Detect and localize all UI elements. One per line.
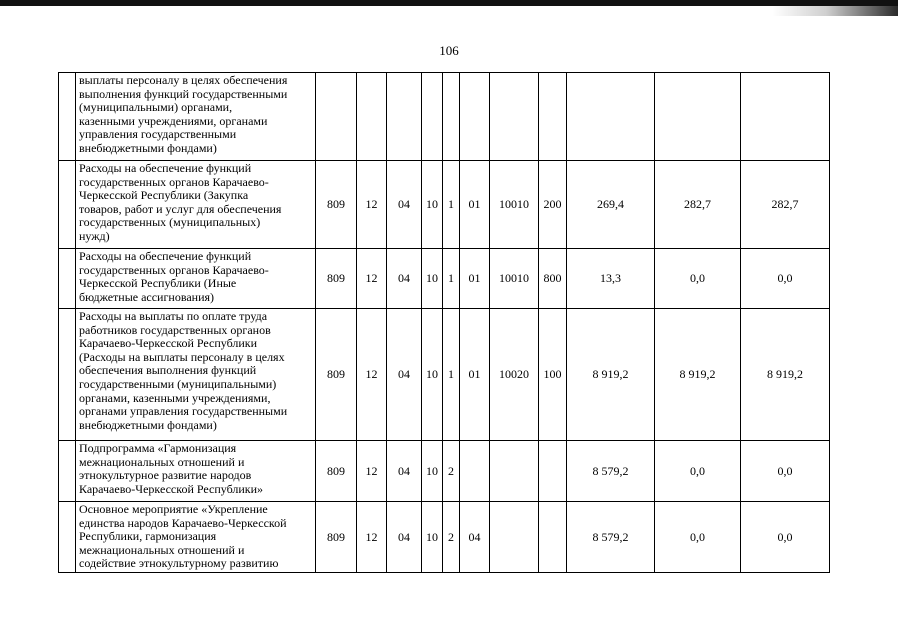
cell-amount-3: 0,0	[741, 249, 830, 309]
cell-activity: 04	[460, 502, 490, 573]
cell-subprogram: 1	[443, 249, 460, 309]
row-description: Расходы на обеспечение функций государственных органов Карачаево- Черкесской Республики (Иные бюджетные ассигнования)	[76, 249, 316, 309]
cell-expense-type	[539, 441, 567, 502]
cell-section: 12	[357, 249, 387, 309]
cell-amount-1: 8 579,2	[567, 441, 655, 502]
cell-amount-1	[567, 73, 655, 161]
cell-amount-2: 0,0	[655, 441, 741, 502]
cell-ministry: 809	[316, 249, 357, 309]
cell-amount-2	[655, 73, 741, 161]
cell-activity	[460, 441, 490, 502]
cell-subprogram	[443, 73, 460, 161]
cell-amount-1: 8 919,2	[567, 309, 655, 441]
row-description: Расходы на выплаты по оплате труда работников государственных органов Карачаево-Черкесской Республики (Расходы на выплаты персоналу в целях обеспечения выполнения функций государственными (муниципальными) органами, казенными учреждениями, органами управления государственными внебюджетными фондами)	[76, 309, 316, 441]
cell-subsection: 04	[387, 441, 422, 502]
cell-direction: 10020	[490, 309, 539, 441]
cell-program: 10	[422, 441, 443, 502]
cell-program: 10	[422, 309, 443, 441]
cell-ministry: 809	[316, 441, 357, 502]
cell-ministry: 809	[316, 309, 357, 441]
cell-subsection: 04	[387, 309, 422, 441]
cell-subprogram: 2	[443, 441, 460, 502]
cell-subprogram: 2	[443, 502, 460, 573]
cell-expense-type: 100	[539, 309, 567, 441]
cell-ministry: 809	[316, 502, 357, 573]
cell-program: 10	[422, 502, 443, 573]
cell-amount-2: 8 919,2	[655, 309, 741, 441]
budget-table	[58, 72, 830, 573]
table-row	[59, 249, 830, 309]
cell-section: 12	[357, 309, 387, 441]
table-row	[59, 441, 830, 502]
cell-section	[357, 73, 387, 161]
cell-amount-3: 8 919,2	[741, 309, 830, 441]
cell-amount-1: 13,3	[567, 249, 655, 309]
cell-section: 12	[357, 161, 387, 249]
blank-cell	[59, 249, 76, 309]
row-description: Подпрограмма «Гармонизация межнациональных отношений и этнокультурное развитие народов Карачаево-Черкесской Республики»	[76, 441, 316, 502]
blank-cell	[59, 502, 76, 573]
cell-activity	[460, 73, 490, 161]
table-row	[59, 309, 830, 441]
table-row	[59, 502, 830, 573]
cell-amount-3: 0,0	[741, 441, 830, 502]
cell-direction	[490, 73, 539, 161]
cell-amount-3	[741, 73, 830, 161]
scan-shadow	[0, 6, 898, 16]
cell-amount-2: 282,7	[655, 161, 741, 249]
cell-amount-2: 0,0	[655, 502, 741, 573]
row-description: Основное мероприятие «Укрепление единства народов Карачаево-Черкесской Республики, гармонизация межнациональных отношений и содействие этнокультурному развитию	[76, 502, 316, 573]
row-description: выплаты персоналу в целях обеспечения выполнения функций государственными (муниципальными) органами, казенными учреждениями, органами управления государственными внебюджетными фондами)	[76, 73, 316, 161]
cell-direction	[490, 502, 539, 573]
cell-ministry: 809	[316, 161, 357, 249]
cell-ministry	[316, 73, 357, 161]
blank-cell	[59, 161, 76, 249]
cell-expense-type	[539, 502, 567, 573]
cell-amount-3: 0,0	[741, 502, 830, 573]
cell-subprogram: 1	[443, 309, 460, 441]
cell-activity: 01	[460, 161, 490, 249]
cell-direction	[490, 441, 539, 502]
cell-program	[422, 73, 443, 161]
table-row	[59, 73, 830, 161]
table-row	[59, 161, 830, 249]
cell-expense-type	[539, 73, 567, 161]
cell-expense-type: 800	[539, 249, 567, 309]
cell-section: 12	[357, 441, 387, 502]
blank-cell	[59, 73, 76, 161]
blank-cell	[59, 441, 76, 502]
blank-cell	[59, 309, 76, 441]
cell-activity: 01	[460, 249, 490, 309]
cell-amount-1: 269,4	[567, 161, 655, 249]
cell-program: 10	[422, 249, 443, 309]
cell-activity: 01	[460, 309, 490, 441]
cell-subsection: 04	[387, 161, 422, 249]
cell-program: 10	[422, 161, 443, 249]
cell-direction: 10010	[490, 161, 539, 249]
cell-direction: 10010	[490, 249, 539, 309]
cell-subsection: 04	[387, 249, 422, 309]
cell-subsection	[387, 73, 422, 161]
cell-subsection: 04	[387, 502, 422, 573]
cell-section: 12	[357, 502, 387, 573]
row-description: Расходы на обеспечение функций государственных органов Карачаево- Черкесской Республики (Закупка товаров, работ и услуг для обеспечения государственных (муниципальных) нужд)	[76, 161, 316, 249]
cell-expense-type: 200	[539, 161, 567, 249]
cell-subprogram: 1	[443, 161, 460, 249]
page-number: 106	[439, 43, 459, 58]
cell-amount-2: 0,0	[655, 249, 741, 309]
cell-amount-1: 8 579,2	[567, 502, 655, 573]
cell-amount-3: 282,7	[741, 161, 830, 249]
